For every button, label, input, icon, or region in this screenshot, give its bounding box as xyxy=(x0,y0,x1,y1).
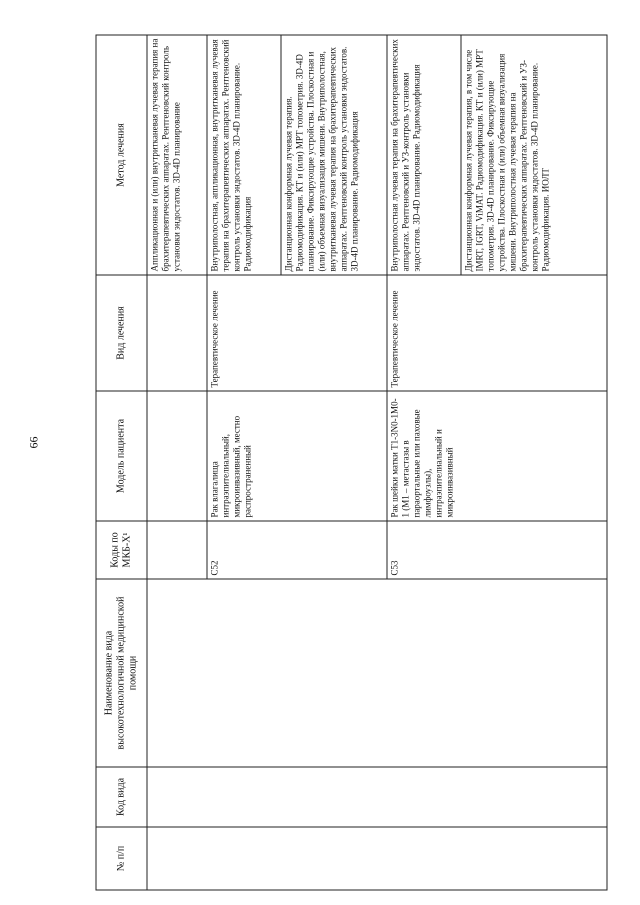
cell-model: Рак шейки матки T1-3N0-1M0-1 (M1 – метастазы в параортальные или паховые лимфоузлы), интраэпителиальный и микроинвазивный xyxy=(387,391,607,521)
method-entry: Аппликационная и (или) внутритканевая лучевая терапия на брахитерапевтических аппаратах. Рентгеновский контроль установки эндостатов. 3D-4D планирование xyxy=(149,38,181,271)
cell-treatment: Терапевтическое лечение xyxy=(387,275,607,391)
table-header-row xyxy=(96,35,147,890)
method-entry: Дистанционная конформная лучевая терапия, в том числе IMRT, IGRT, ViMAT. Радиомодификация. КТ и (или) МРТ топометрия. 3D-4D планирование. Фиксирующие устройства. Плоскостная и (или) объемная визуализация мишени. Внутриполостная лучевая терапия на брахитерапевтических аппаратах. Рентгеновский и УЗ-контроль установки эндостатов. 3D-4D планирование. Радиомодификация. ИОЛТ xyxy=(460,35,553,274)
header-care-name: Наименование вида высокотехнологичной медицинской помощи xyxy=(96,579,147,767)
method-entry: Внутриполостная, аппликационная, внутритканевая лучевая терапия на брахитерапевтических аппаратах. Рентгеновский контроль установки эндостатов. 3D-4D планирование. Радиомодификация xyxy=(209,38,252,271)
header-kind-code: Код вида xyxy=(96,767,147,827)
cell-model xyxy=(147,391,207,521)
method-entry: Внутриполостная лучевая терапия на брахитерапевтических аппаратах. Рентгеновский и УЗ-контроль установки эндостатов. 3D-4D планирование. Радиомодификация xyxy=(389,38,421,271)
cell-treatment xyxy=(147,275,207,391)
cell-method xyxy=(147,35,207,275)
treatment-table xyxy=(95,34,607,890)
cell-method xyxy=(387,35,607,275)
cell-model: Рак влагалища интраэпителиальный, микроинвазивный, местно распространенный xyxy=(207,391,387,521)
rotated-page xyxy=(95,35,607,890)
cell-icd: C53 xyxy=(387,521,607,579)
cell-method xyxy=(207,35,387,275)
cell-num xyxy=(147,827,607,890)
method-entry: Дистанционная конформная лучевая терапия. Радиомодификация. КТ и (или) МРТ топометрия. 3D-4D планирование. Фиксирующие устройства. Плоскостная и (или) объемная визуализация мишени. Внутриполостная, внутритканевая лучевая терапия на брахитерапевтических аппаратах. Рентгеновский контроль установки эндостатов. 3D-4D планирование. Радиомодификация xyxy=(280,35,362,274)
page-number: 66 xyxy=(26,436,41,449)
header-icd-codes: Коды по МКБ-X¹ xyxy=(96,521,147,579)
table-row xyxy=(147,35,207,890)
cell-treatment: Терапевтическое лечение xyxy=(207,275,387,391)
header-treatment-kind: Вид лечения xyxy=(96,275,147,391)
header-patient-model: Модель пациента xyxy=(96,391,147,521)
header-method: Метод лечения xyxy=(96,35,147,275)
cell-care-name xyxy=(147,579,607,767)
cell-icd xyxy=(147,521,207,579)
header-num: № п/п xyxy=(96,827,147,890)
cell-icd: C52 xyxy=(207,521,387,579)
cell-kind-code xyxy=(147,767,607,827)
